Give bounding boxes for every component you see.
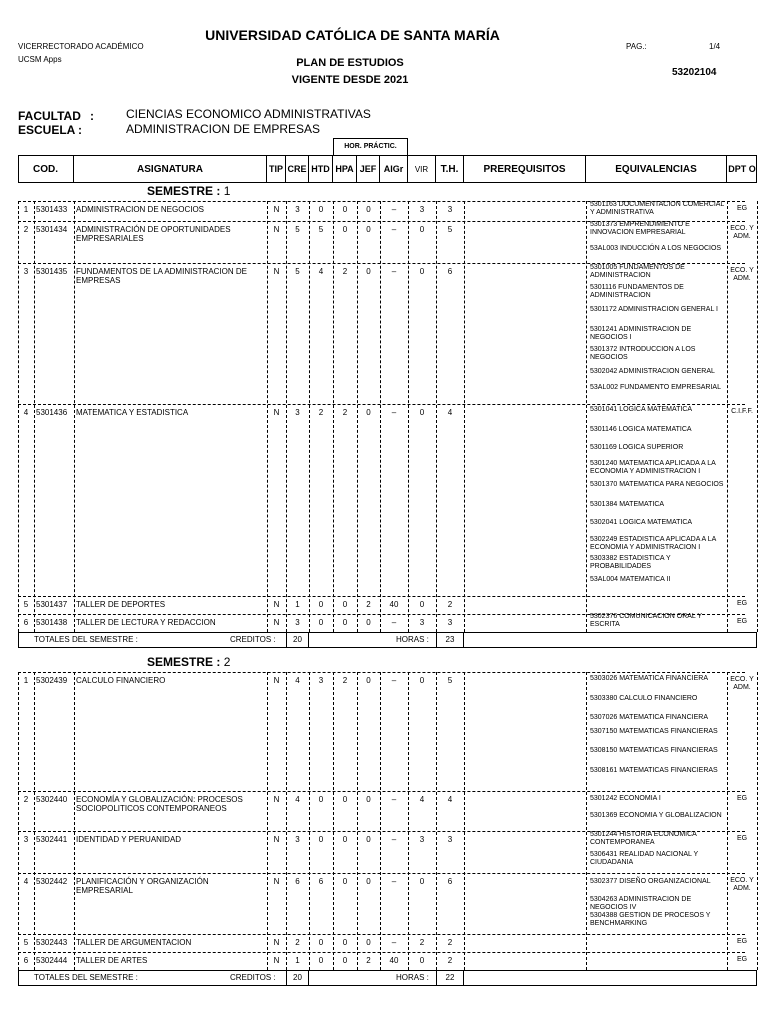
cell-htd: 0 xyxy=(318,618,324,627)
cell-algr: – xyxy=(391,618,397,627)
cell-htd: 0 xyxy=(318,600,324,609)
plan-title: PLAN DE ESTUDIOS xyxy=(296,57,404,69)
cell-algr: 40 xyxy=(389,600,399,609)
cell-cod: 5302444 xyxy=(36,956,68,965)
col-equivalencias: EQUIVALENCIAS xyxy=(586,155,727,183)
cell-n: 6 xyxy=(23,618,29,627)
cell-cre: 4 xyxy=(295,795,300,804)
equivalence-item: 5301240 MATEMATICA APLICADA A LA ECONOMIA Y ADMINISTRACION I xyxy=(590,460,716,475)
cell-jef: 0 xyxy=(366,795,371,804)
equivalence-item: 5301244 HISTORIA ECONOMICA CONTEMPORANEA xyxy=(590,831,697,846)
cell-hpa: 0 xyxy=(342,205,348,214)
cell-dpto: EG xyxy=(736,795,748,802)
cell-tip: N xyxy=(273,267,280,276)
cell-hpa: 0 xyxy=(342,225,348,234)
cell-vir: 2 xyxy=(419,938,425,947)
cell-htd: 0 xyxy=(318,795,324,804)
cell-th: 4 xyxy=(447,408,453,417)
cell-th: 2 xyxy=(447,938,453,947)
equivalence-item: 5302377 DISEÑO ORGANIZACIONAL xyxy=(590,878,711,885)
cell-htd: 2 xyxy=(318,408,324,417)
cell-hpa: 0 xyxy=(342,795,348,804)
cell-tip: N xyxy=(273,835,280,844)
equivalence-item: 5301241 ADMINISTRACION DE NEGOCIOS I xyxy=(590,326,692,341)
creditos-total: 20 xyxy=(293,635,302,644)
col-algr: AIGr xyxy=(380,155,408,183)
apps-label: UCSM Apps xyxy=(18,55,62,64)
cell-algr: – xyxy=(391,676,397,685)
cell-th: 2 xyxy=(447,956,453,965)
cell-htd: 4 xyxy=(318,267,324,276)
row-separator xyxy=(18,934,745,935)
cell-jef: 2 xyxy=(366,956,371,965)
cell-dpto: EG xyxy=(736,835,748,842)
cell-th: 6 xyxy=(447,877,453,886)
cell-algr: – xyxy=(391,225,397,234)
cell-htd: 0 xyxy=(318,956,324,965)
cell-cod: 5301437 xyxy=(36,600,68,609)
equivalence-item: 5307026 MATEMATICA FINANCIERA xyxy=(590,714,708,721)
cell-dpto: EG xyxy=(736,938,748,945)
cell-vir: 0 xyxy=(419,956,425,965)
cell-dpto: ECO. Y ADM. xyxy=(730,676,754,691)
hor-practic-header: HOR. PRÁCTIC. xyxy=(333,138,408,155)
cell-asig: TALLER DE DEPORTES xyxy=(76,600,166,609)
col-asignatura: ASIGNATURA xyxy=(74,155,267,183)
cell-cod: 5301438 xyxy=(36,618,68,627)
col-htd: HTD xyxy=(309,155,333,183)
cell-tip: N xyxy=(273,618,280,627)
cell-asig: ECONOMÍA Y GLOBALIZACIÓN: PROCESOS SOCIOPOLITICOS CONTEMPORANEOS xyxy=(76,795,243,813)
cell-th: 5 xyxy=(447,225,453,234)
cell-tip: N xyxy=(273,408,280,417)
equivalence-item: 53AL002 FUNDAMENTO EMPRESARIAL xyxy=(590,384,721,391)
cell-n: 5 xyxy=(23,600,29,609)
cell-htd: 0 xyxy=(318,835,324,844)
equivalence-item: 5304263 ADMINISTRACION DE NEGOCIOS IV xyxy=(590,896,692,911)
semester-2-label: SEMESTRE : 2 xyxy=(147,655,231,669)
cell-asig: MATEMATICA Y ESTADISTICA xyxy=(76,408,189,417)
equivalence-item: 5301005 FUNDAMENTOS DE ADMINISTRACION xyxy=(590,264,685,279)
cell-hpa: 0 xyxy=(342,600,348,609)
cell-tip: N xyxy=(273,956,280,965)
vicerrectorado-label: VICERRECTORADO ACADÉMICO xyxy=(18,42,144,51)
cell-cod: 5301435 xyxy=(36,267,68,276)
cell-jef: 0 xyxy=(366,205,371,214)
cell-hpa: 2 xyxy=(342,676,348,685)
col-cod: COD. xyxy=(18,155,74,183)
row-separator xyxy=(18,596,745,597)
cell-dpto: EG xyxy=(736,618,748,625)
cell-dpto: ECO. Y ADM. xyxy=(730,267,754,282)
creditos-label: CREDITOS : xyxy=(230,973,276,982)
cell-tip: N xyxy=(273,225,280,234)
equivalence-item: 5301370 MATEMATICA PARA NEGOCIOS xyxy=(590,481,724,488)
totals-label: TOTALES DEL SEMESTRE : xyxy=(34,973,138,982)
col-jef: JEF xyxy=(357,155,380,183)
cell-cre: 3 xyxy=(295,618,300,627)
cell-hpa: 0 xyxy=(342,835,348,844)
equivalence-item: 5303026 MATEMATICA FINANCIERA xyxy=(590,675,708,682)
cell-jef: 0 xyxy=(366,835,371,844)
cell-vir: 0 xyxy=(419,877,425,886)
col-th: T.H. xyxy=(436,155,464,183)
equivalence-item: 5302249 ESTADISTICA APLICADA A LA ECONOMIA Y ADMINISTRACION I xyxy=(590,536,716,551)
cell-jef: 0 xyxy=(366,618,371,627)
cell-cre: 1 xyxy=(295,600,300,609)
cell-cre: 5 xyxy=(295,267,300,276)
page-number: 1/4 xyxy=(709,42,721,51)
cell-algr: – xyxy=(391,408,397,417)
cell-cod: 5302442 xyxy=(36,877,68,886)
cell-cre: 2 xyxy=(295,938,300,947)
cell-vir: 3 xyxy=(419,835,425,844)
cell-th: 3 xyxy=(447,618,453,627)
cell-dpto: ECO. Y ADM. xyxy=(730,877,754,892)
cell-hpa: 0 xyxy=(342,938,348,947)
cell-jef: 0 xyxy=(366,225,371,234)
cell-htd: 5 xyxy=(318,225,324,234)
equivalence-item: 5308161 MATEMATICAS FINANCIERAS xyxy=(590,767,718,774)
cell-algr: – xyxy=(391,205,397,214)
cell-tip: N xyxy=(273,938,280,947)
cell-n: 5 xyxy=(23,938,29,947)
cell-vir: 0 xyxy=(419,676,425,685)
cell-dpto: EG xyxy=(736,956,748,963)
equivalence-item: 5301163 DOCUMENTACION COMERCIAL Y ADMINISTRATIVA xyxy=(590,201,725,216)
cell-algr: – xyxy=(391,877,397,886)
cell-asig: FUNDAMENTOS DE LA ADMINISTRACION DE EMPRESAS xyxy=(76,267,247,285)
vigente-title: VIGENTE DESDE 2021 xyxy=(291,74,409,86)
plan-code: 53202104 xyxy=(672,67,717,78)
equivalence-item: 5303382 ESTADISTICA Y PROBABILIDADES xyxy=(590,555,671,570)
equivalence-item: 5301041 LOGICA MATEMATICA xyxy=(590,406,693,413)
cell-jef: 0 xyxy=(366,877,371,886)
cell-n: 4 xyxy=(23,408,29,417)
cell-cod: 5302443 xyxy=(36,938,68,947)
horas-total: 23 xyxy=(445,635,455,644)
equivalence-item: 5308150 MATEMATICAS FINANCIERAS xyxy=(590,747,718,754)
cell-cod: 5302440 xyxy=(36,795,68,804)
equivalence-item: 5301384 MATEMATICA xyxy=(590,501,665,508)
equivalence-item: 5302042 ADMINISTRACION GENERAL xyxy=(590,368,715,375)
cell-asig: TALLER DE LECTURA Y REDACCION xyxy=(76,618,216,627)
col-vir: VIR xyxy=(408,155,436,183)
equivalence-item: 53AL004 MATEMATICA II xyxy=(590,576,671,583)
cell-htd: 0 xyxy=(318,205,324,214)
cell-th: 4 xyxy=(447,795,453,804)
cell-cod: 5302441 xyxy=(36,835,68,844)
page-label: PAG.: xyxy=(626,42,647,51)
cell-dpto: EG xyxy=(736,600,748,607)
equivalence-item: 5302376 COMUNICACION ORAL Y ESCRITA xyxy=(590,613,702,628)
cell-tip: N xyxy=(273,600,280,609)
equivalence-item: 5301169 LOGICA SUPERIOR xyxy=(590,444,684,451)
cell-algr: – xyxy=(391,267,397,276)
cell-asig: ADMINISTRACIÓN DE OPORTUNIDADES EMPRESARIALES xyxy=(76,225,231,243)
equivalence-item: 5301369 ECONOMIA Y GLOBALIZACION xyxy=(590,812,722,819)
equivalence-item: 5304388 GESTION DE PROCESOS Y BENCHMARKING xyxy=(590,912,711,927)
cell-cre: 4 xyxy=(295,676,300,685)
cell-asig: TALLER DE ARGUMENTACION xyxy=(76,938,192,947)
cell-n: 3 xyxy=(23,267,29,276)
cell-n: 1 xyxy=(23,205,29,214)
equivalence-item: 5307150 MATEMATICAS FINANCIERAS xyxy=(590,728,718,735)
cell-th: 3 xyxy=(447,835,453,844)
row-separator xyxy=(18,952,745,953)
cell-n: 4 xyxy=(23,877,29,886)
cell-tip: N xyxy=(273,205,280,214)
col-cre: CRE xyxy=(286,155,309,183)
equivalence-item: 53AL003 INDUCCIÓN A LOS NEGOCIOS xyxy=(590,245,722,252)
cell-jef: 0 xyxy=(366,267,371,276)
cell-htd: 0 xyxy=(318,938,324,947)
cell-vir: 3 xyxy=(419,205,425,214)
cell-hpa: 2 xyxy=(342,267,348,276)
col-prerequisitos: PREREQUISITOS xyxy=(464,155,586,183)
cell-th: 6 xyxy=(447,267,453,276)
cell-jef: 2 xyxy=(366,600,371,609)
cell-n: 3 xyxy=(23,835,29,844)
cell-asig: TALLER DE ARTES xyxy=(76,956,148,965)
cell-n: 1 xyxy=(23,676,29,685)
row-separator xyxy=(18,791,745,792)
equivalence-item: 5301373 EMPRENDIMIENTO E INNOVACION EMPRESARIAL xyxy=(590,221,690,236)
cell-vir: 3 xyxy=(419,618,425,627)
university-title: UNIVERSIDAD CATÓLICA DE SANTA MARÍA xyxy=(205,27,500,43)
cell-algr: – xyxy=(391,795,397,804)
equivalence-item: 5301146 LOGICA MATEMATICA xyxy=(590,426,692,433)
cell-cod: 5301434 xyxy=(36,225,68,234)
cell-cre: 1 xyxy=(295,956,300,965)
equivalence-item: 5306431 REALIDAD NACIONAL Y CIUDADANIA xyxy=(590,851,699,866)
cell-vir: 0 xyxy=(419,600,425,609)
cell-tip: N xyxy=(273,877,280,886)
cell-cre: 3 xyxy=(295,408,300,417)
cell-vir: 4 xyxy=(419,795,425,804)
cell-vir: 0 xyxy=(419,225,425,234)
cell-asig: PLANIFICACIÓN Y ORGANIZACIÓN EMPRESARIAL xyxy=(76,877,209,895)
cell-hpa: 0 xyxy=(342,877,348,886)
totals-label: TOTALES DEL SEMESTRE : xyxy=(34,635,138,644)
cell-hpa: 0 xyxy=(342,956,348,965)
col-tip: TIP xyxy=(267,155,286,183)
cell-th: 2 xyxy=(447,600,453,609)
cell-cod: 5301436 xyxy=(36,408,68,417)
horas-total: 22 xyxy=(445,973,455,982)
equivalence-item: 5302041 LOGICA MATEMATICA xyxy=(590,519,693,526)
cell-cod: 5302439 xyxy=(36,676,68,685)
cell-htd: 6 xyxy=(318,877,324,886)
equivalence-item: 5303380 CALCULO FINANCIERO xyxy=(590,695,698,702)
cell-asig: ADMINISTRACION DE NEGOCIOS xyxy=(76,205,205,214)
cell-vir: 0 xyxy=(419,408,425,417)
cell-algr: – xyxy=(391,938,397,947)
cell-jef: 0 xyxy=(366,938,371,947)
cell-cre: 3 xyxy=(295,835,300,844)
cell-cre: 6 xyxy=(295,877,300,886)
cell-hpa: 0 xyxy=(342,618,348,627)
cell-hpa: 2 xyxy=(342,408,348,417)
cell-vir: 0 xyxy=(419,267,425,276)
cell-th: 5 xyxy=(447,676,453,685)
creditos-label: CREDITOS : xyxy=(230,635,276,644)
escuela-label: ESCUELA xyxy=(18,123,76,137)
cell-cre: 5 xyxy=(295,225,300,234)
equivalence-item: 5301372 INTRODUCCION A LOS NEGOCIOS xyxy=(590,346,696,361)
cell-asig: CALCULO FINANCIERO xyxy=(76,676,166,685)
cell-n: 2 xyxy=(23,225,29,234)
cell-cre: 3 xyxy=(295,205,300,214)
cell-algr: 40 xyxy=(389,956,399,965)
equivalence-item: 5301116 FUNDAMENTOS DE ADMINISTRACION xyxy=(590,284,684,299)
equivalence-item: 5301172 ADMINISTRACION GENERAL I xyxy=(590,306,718,313)
cell-cod: 5301433 xyxy=(36,205,68,214)
facultad-label: FACULTAD xyxy=(18,109,81,123)
col-hpa: HPA xyxy=(333,155,357,183)
escuela-colon: : xyxy=(78,123,82,137)
row-separator xyxy=(18,404,745,405)
facultad-colon: : xyxy=(90,109,94,123)
cell-tip: N xyxy=(273,795,280,804)
cell-n: 6 xyxy=(23,956,29,965)
cell-th: 3 xyxy=(447,205,453,214)
col-dpto: DPT O xyxy=(728,164,756,174)
equivalence-item: 5301242 ECONOMIA I xyxy=(590,795,661,802)
cell-dpto: C.I.F.F. xyxy=(731,408,753,415)
semester-1-label: SEMESTRE : 1 xyxy=(147,184,231,198)
horas-label: HORAS : xyxy=(396,635,429,644)
cell-n: 2 xyxy=(23,795,29,804)
facultad-value: CIENCIAS ECONOMICO ADMINISTRATIVAS xyxy=(126,107,371,121)
escuela-value: ADMINISTRACION DE EMPRESAS xyxy=(126,122,321,136)
cell-dpto: EG xyxy=(736,205,748,212)
cell-algr: – xyxy=(391,835,397,844)
cell-tip: N xyxy=(273,676,280,685)
cell-jef: 0 xyxy=(366,408,371,417)
cell-jef: 0 xyxy=(366,676,371,685)
cell-dpto: ECO. Y ADM. xyxy=(730,225,754,240)
cell-asig: IDENTIDAD Y PERUANIDAD xyxy=(76,835,182,844)
row-separator xyxy=(18,873,745,874)
creditos-total: 20 xyxy=(293,973,302,982)
horas-label: HORAS : xyxy=(396,973,429,982)
cell-htd: 3 xyxy=(318,676,324,685)
